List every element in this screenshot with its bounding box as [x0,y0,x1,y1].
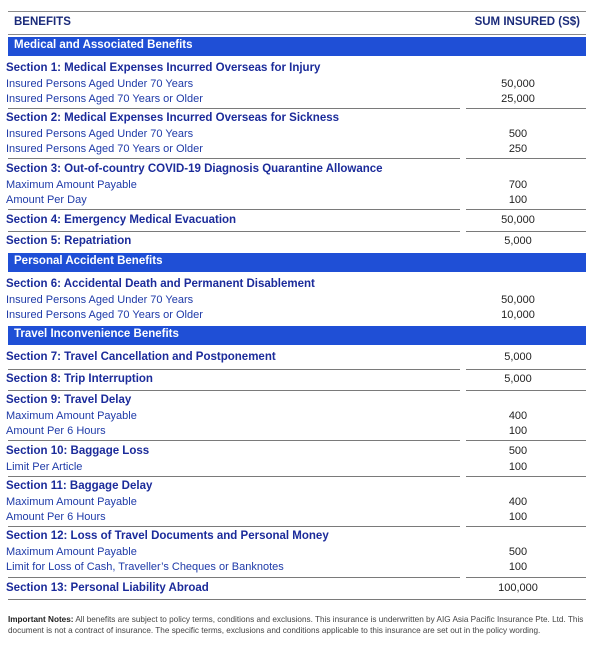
divider [466,476,586,477]
item-value: 50,000 [501,78,535,90]
item-value: 700 [508,179,528,191]
benefits-header: BENEFITS [14,16,71,28]
section-title: Section 8: Trip Interruption [6,373,153,385]
divider [8,599,586,600]
item-value: 500 [508,546,528,558]
divider [8,577,460,578]
item-label: Amount Per 6 Hours [6,511,106,523]
group-label: Personal Accident Benefits [14,255,163,267]
divider [466,390,586,391]
item-label: Insured Persons Aged Under 70 Years [6,78,194,90]
divider [8,476,460,477]
item-value: 100 [508,461,528,473]
item-label: Insured Persons Aged 70 Years or Older [6,143,203,155]
item-value: 50,000 [501,294,535,306]
item-label: Maximum Amount Payable [6,179,137,191]
item-value: 100 [508,561,528,573]
item-label: Insured Persons Aged Under 70 Years [6,294,194,306]
item-label: Limit Per Article [6,461,83,473]
divider [8,158,460,159]
divider [466,158,586,159]
section-title: Section 3: Out-of-country COVID-19 Diagnosis Quarantine Allowance [6,163,383,175]
item-value: 250 [508,143,528,155]
item-label: Insured Persons Aged Under 70 Years [6,128,194,140]
item-label: Maximum Amount Payable [6,410,137,422]
section-title: Section 2: Medical Expenses Incurred Overseas for Sickness [6,112,340,124]
section-title: Section 1: Medical Expenses Incurred Overseas for Injury [6,62,321,74]
section-value: 100,000 [498,582,538,594]
section-title: Section 10: Baggage Loss [6,445,150,457]
divider [466,577,586,578]
divider [466,440,586,441]
item-label: Amount Per Day [6,194,87,206]
item-value: 100 [508,425,528,437]
item-value: 25,000 [501,93,535,105]
group-label: Travel Inconvenience Benefits [14,328,179,340]
group-medical [8,37,586,56]
item-label: Maximum Amount Payable [6,546,137,558]
divider [8,390,460,391]
item-label: Insured Persons Aged 70 Years or Older [6,93,203,105]
divider [466,369,586,370]
section-title: Section 12: Loss of Travel Documents and Personal Money [6,530,329,542]
section-title: Section 11: Baggage Delay [6,480,153,492]
item-label: Limit for Loss of Cash, Traveller’s Cheques or Banknotes [6,561,284,573]
item-label: Maximum Amount Payable [6,496,137,508]
section-value: 50,000 [501,214,535,226]
item-value: 100 [508,194,528,206]
group-travel [8,326,586,345]
section-value: 500 [508,445,528,457]
divider [8,108,460,109]
notes-label: Important Notes: [8,615,74,624]
section-title: Section 13: Personal Liability Abroad [6,582,209,594]
section-value: 5,000 [504,351,532,363]
group-label: Medical and Associated Benefits [14,39,193,51]
section-title: Section 4: Emergency Medical Evacuation [6,214,237,226]
item-value: 100 [508,511,528,523]
section-title: Section 6: Accidental Death and Permanent Disablement [6,278,315,290]
divider [8,231,460,232]
divider [8,209,460,210]
notes-text: All benefits are subject to policy terms, conditions and exclusions. This insurance is underwritten by AIG Asia Pacific Insurance Pte. Ltd. This document is not a contract of insurance. The specific terms, exclusions and conditions applicable to this insurance are set out in the policy wording. [8,615,584,635]
divider [466,231,586,232]
section-title: Section 7: Travel Cancellation and Postponement [6,351,276,363]
divider [8,526,460,527]
divider [466,108,586,109]
important-notes [8,614,588,636]
divider [8,440,460,441]
section-value: 5,000 [504,235,532,247]
divider [466,209,586,210]
item-value: 400 [508,410,528,422]
group-personal [8,253,586,272]
item-label: Insured Persons Aged 70 Years or Older [6,309,203,321]
item-value: 10,000 [501,309,535,321]
section-title: Section 9: Travel Delay [6,394,132,406]
item-value: 500 [508,128,528,140]
divider [466,526,586,527]
section-value: 5,000 [504,373,532,385]
divider [8,369,460,370]
item-value: 400 [508,496,528,508]
sum-insured-header: SUM INSURED (S$) [474,16,580,28]
table-header [8,11,586,35]
item-label: Amount Per 6 Hours [6,425,106,437]
section-title: Section 5: Repatriation [6,235,132,247]
